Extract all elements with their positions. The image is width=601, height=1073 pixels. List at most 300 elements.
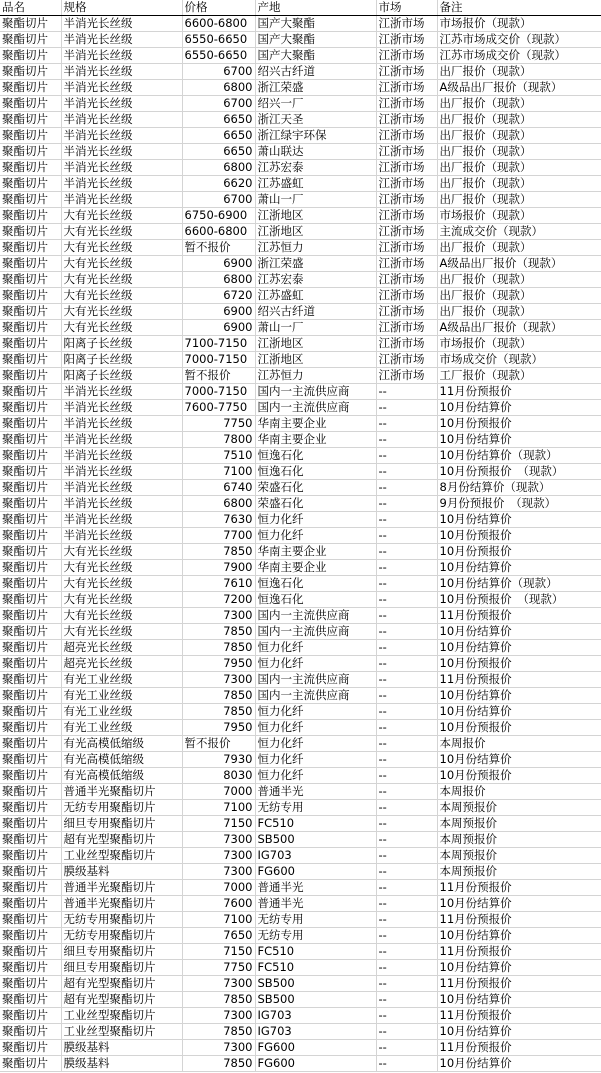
remark-cell: 本周预报价 [437, 832, 601, 848]
market-cell: -- [376, 832, 437, 848]
origin-cell: 萧山联达 [255, 144, 376, 160]
price-cell: 6740 [182, 480, 255, 496]
price-cell: 7000-7150 [182, 384, 255, 400]
origin-cell: 江苏恒力 [255, 240, 376, 256]
table-row [0, 16, 601, 32]
remark-cell: 出厂报价（现款） [437, 160, 601, 176]
market-cell: -- [376, 624, 437, 640]
remark-cell: 11月份预报价 [437, 1040, 601, 1056]
price-cell: 7600 [182, 896, 255, 912]
market-cell: -- [376, 672, 437, 688]
remark-cell: 市场报价（现款） [437, 336, 601, 352]
price-cell: 6650 [182, 112, 255, 128]
price-cell: 7100 [182, 912, 255, 928]
market-cell: 江浙市场 [376, 272, 437, 288]
market-cell: -- [376, 528, 437, 544]
market-cell: -- [376, 544, 437, 560]
remark-cell: 10月份结算价 [437, 1056, 601, 1072]
price-cell: 7300 [182, 672, 255, 688]
market-cell: -- [376, 912, 437, 928]
origin-cell: 国产大聚酯 [255, 16, 376, 32]
price-cell: 7850 [182, 688, 255, 704]
price-cell: 7000-7150 [182, 352, 255, 368]
product-cell: 聚酯切片 [0, 480, 61, 496]
product-cell: 聚酯切片 [0, 208, 61, 224]
table-row [0, 400, 601, 416]
origin-cell: 浙江荣盛 [255, 256, 376, 272]
remark-cell: 10月份预报价 [437, 416, 601, 432]
table-row [0, 640, 601, 656]
remark-cell: 8月份结算价（现款） [437, 480, 601, 496]
table-row [0, 976, 601, 992]
origin-cell: IG703 [255, 1024, 376, 1040]
spec-cell: 有光工业丝级 [61, 672, 182, 688]
spec-cell: 阳离子长丝级 [61, 352, 182, 368]
product-cell: 聚酯切片 [0, 368, 61, 384]
market-cell: -- [376, 400, 437, 416]
price-cell: 7850 [182, 1024, 255, 1040]
price-cell: 7300 [182, 832, 255, 848]
table-row [0, 704, 601, 720]
market-cell: 江浙市场 [376, 144, 437, 160]
product-cell: 聚酯切片 [0, 944, 61, 960]
table-row [0, 272, 601, 288]
product-cell: 聚酯切片 [0, 80, 61, 96]
table-row [0, 48, 601, 64]
origin-cell: 恒逸石化 [255, 576, 376, 592]
table-row [0, 688, 601, 704]
price-cell: 6700 [182, 192, 255, 208]
market-cell: -- [376, 928, 437, 944]
price-cell: 7850 [182, 640, 255, 656]
price-cell: 7900 [182, 560, 255, 576]
product-cell: 聚酯切片 [0, 400, 61, 416]
product-cell: 聚酯切片 [0, 592, 61, 608]
table-row [0, 80, 601, 96]
product-cell: 聚酯切片 [0, 768, 61, 784]
origin-cell: 普通半光 [255, 880, 376, 896]
product-cell: 聚酯切片 [0, 240, 61, 256]
market-cell: -- [376, 576, 437, 592]
price-cell: 6550-6650 [182, 32, 255, 48]
spec-cell: 大有光长丝级 [61, 624, 182, 640]
market-cell: 江浙市场 [376, 352, 437, 368]
table-row [0, 64, 601, 80]
table-row [0, 768, 601, 784]
price-cell: 6750-6900 [182, 208, 255, 224]
column-header-origin: 产地 [255, 0, 376, 16]
product-cell: 聚酯切片 [0, 832, 61, 848]
spec-cell: 大有光长丝级 [61, 576, 182, 592]
spec-cell: 细旦专用聚酯切片 [61, 816, 182, 832]
product-cell: 聚酯切片 [0, 752, 61, 768]
market-cell: 江浙市场 [376, 64, 437, 80]
origin-cell: 国产大聚酯 [255, 48, 376, 64]
column-header-remark: 备注 [437, 0, 601, 16]
market-cell: -- [376, 1024, 437, 1040]
origin-cell: 普通半光 [255, 896, 376, 912]
spec-cell: 半消光长丝级 [61, 32, 182, 48]
spec-cell: 半消光长丝级 [61, 384, 182, 400]
price-cell: 7750 [182, 960, 255, 976]
origin-cell: 浙江荣盛 [255, 80, 376, 96]
table-row [0, 896, 601, 912]
remark-cell: 10月份预报价 [437, 768, 601, 784]
price-cell: 7300 [182, 1008, 255, 1024]
price-cell: 6700 [182, 96, 255, 112]
product-cell: 聚酯切片 [0, 96, 61, 112]
origin-cell: 绍兴古纤道 [255, 304, 376, 320]
remark-cell: 11月份预报价 [437, 944, 601, 960]
product-cell: 聚酯切片 [0, 528, 61, 544]
table-row [0, 752, 601, 768]
origin-cell: IG703 [255, 848, 376, 864]
spec-cell: 无纺专用聚酯切片 [61, 800, 182, 816]
spec-cell: 有光工业丝级 [61, 688, 182, 704]
origin-cell: 萧山一厂 [255, 192, 376, 208]
table-row [0, 160, 601, 176]
remark-cell: 10月份结算价 [437, 992, 601, 1008]
table-row [0, 192, 601, 208]
product-cell: 聚酯切片 [0, 672, 61, 688]
spec-cell: 大有光长丝级 [61, 272, 182, 288]
origin-cell: 无纺专用 [255, 928, 376, 944]
column-header-price: 价格 [182, 0, 255, 16]
remark-cell: 出厂报价（现款） [437, 272, 601, 288]
market-cell: -- [376, 448, 437, 464]
product-cell: 聚酯切片 [0, 912, 61, 928]
origin-cell: 国内一主流供应商 [255, 384, 376, 400]
market-cell: -- [376, 704, 437, 720]
market-cell: 江浙市场 [376, 368, 437, 384]
spec-cell: 半消光长丝级 [61, 416, 182, 432]
spec-cell: 半消光长丝级 [61, 64, 182, 80]
spec-cell: 膜级基料 [61, 1040, 182, 1056]
remark-cell: 出厂报价（现款） [437, 64, 601, 80]
product-cell: 聚酯切片 [0, 432, 61, 448]
market-cell: 江浙市场 [376, 192, 437, 208]
price-cell: 6620 [182, 176, 255, 192]
remark-cell: 10月份结算价 [437, 512, 601, 528]
product-cell: 聚酯切片 [0, 720, 61, 736]
spec-cell: 细旦专用聚酯切片 [61, 944, 182, 960]
market-cell: -- [376, 608, 437, 624]
remark-cell: 主流成交价（现款） [437, 224, 601, 240]
origin-cell: 浙江绿宇环保 [255, 128, 376, 144]
market-cell: -- [376, 1008, 437, 1024]
price-cell: 7800 [182, 432, 255, 448]
market-cell: -- [376, 416, 437, 432]
market-cell: -- [376, 944, 437, 960]
table-row [0, 368, 601, 384]
remark-cell: 10月份结算价（现款） [437, 448, 601, 464]
remark-cell: 本周报价 [437, 736, 601, 752]
product-cell: 聚酯切片 [0, 624, 61, 640]
product-cell: 聚酯切片 [0, 320, 61, 336]
table-row [0, 608, 601, 624]
table-row [0, 448, 601, 464]
remark-cell: 11月份预报价 [437, 1008, 601, 1024]
price-cell: 7850 [182, 1056, 255, 1072]
table-row [0, 800, 601, 816]
market-cell: -- [376, 496, 437, 512]
product-cell: 聚酯切片 [0, 416, 61, 432]
market-cell: -- [376, 736, 437, 752]
product-cell: 聚酯切片 [0, 48, 61, 64]
market-cell: -- [376, 800, 437, 816]
product-cell: 聚酯切片 [0, 1008, 61, 1024]
table-row [0, 832, 601, 848]
remark-cell: 10月份结算价 [437, 400, 601, 416]
remark-cell: 出厂报价（现款） [437, 240, 601, 256]
table-row [0, 912, 601, 928]
origin-cell: 国内一主流供应商 [255, 672, 376, 688]
table-body [0, 16, 601, 1072]
origin-cell: 浙江天圣 [255, 112, 376, 128]
remark-cell: 10月份预报价 （现款） [437, 464, 601, 480]
spec-cell: 有光高模低缩级 [61, 768, 182, 784]
origin-cell: 荣盛石化 [255, 480, 376, 496]
origin-cell: FG600 [255, 864, 376, 880]
origin-cell: 江苏盛虹 [255, 176, 376, 192]
product-cell: 聚酯切片 [0, 800, 61, 816]
price-cell: 7700 [182, 528, 255, 544]
remark-cell: 10月份结算价 [437, 432, 601, 448]
spec-cell: 半消光长丝级 [61, 448, 182, 464]
table-row [0, 464, 601, 480]
product-cell: 聚酯切片 [0, 64, 61, 80]
origin-cell: FC510 [255, 944, 376, 960]
product-cell: 聚酯切片 [0, 960, 61, 976]
table-row [0, 416, 601, 432]
table-row [0, 352, 601, 368]
product-cell: 聚酯切片 [0, 192, 61, 208]
origin-cell: 绍兴古纤道 [255, 64, 376, 80]
spec-cell: 阳离子长丝级 [61, 336, 182, 352]
table-row [0, 288, 601, 304]
table-row [0, 176, 601, 192]
remark-cell: 10月份结算价 [437, 640, 601, 656]
spec-cell: 半消光长丝级 [61, 80, 182, 96]
price-cell: 7930 [182, 752, 255, 768]
product-cell: 聚酯切片 [0, 256, 61, 272]
market-cell: 江浙市场 [376, 336, 437, 352]
price-cell: 7750 [182, 416, 255, 432]
price-cell: 6650 [182, 128, 255, 144]
spec-cell: 大有光长丝级 [61, 544, 182, 560]
product-cell: 聚酯切片 [0, 928, 61, 944]
spec-cell: 超亮光长丝级 [61, 640, 182, 656]
table-row [0, 1024, 601, 1040]
table-row [0, 736, 601, 752]
origin-cell: 恒力化纤 [255, 640, 376, 656]
price-cell: 7300 [182, 608, 255, 624]
table-row [0, 336, 601, 352]
table-row [0, 1056, 601, 1072]
price-cell: 7100 [182, 800, 255, 816]
product-cell: 聚酯切片 [0, 992, 61, 1008]
spec-cell: 超有光型聚酯切片 [61, 832, 182, 848]
product-cell: 聚酯切片 [0, 16, 61, 32]
market-cell: -- [376, 816, 437, 832]
origin-cell: 国内一主流供应商 [255, 400, 376, 416]
origin-cell: FG600 [255, 1056, 376, 1072]
origin-cell: 华南主要企业 [255, 560, 376, 576]
price-cell: 6900 [182, 320, 255, 336]
product-cell: 聚酯切片 [0, 656, 61, 672]
price-cell: 7100-7150 [182, 336, 255, 352]
product-cell: 聚酯切片 [0, 384, 61, 400]
origin-cell: FC510 [255, 960, 376, 976]
price-cell: 6800 [182, 160, 255, 176]
price-cell: 7300 [182, 864, 255, 880]
origin-cell: 荣盛石化 [255, 496, 376, 512]
market-cell: -- [376, 896, 437, 912]
market-cell: -- [376, 560, 437, 576]
origin-cell: 普通半光 [255, 784, 376, 800]
spec-cell: 大有光长丝级 [61, 608, 182, 624]
table-row [0, 144, 601, 160]
market-cell: -- [376, 720, 437, 736]
spec-cell: 超有光型聚酯切片 [61, 992, 182, 1008]
remark-cell: 11月份预报价 [437, 880, 601, 896]
remark-cell: 10月份结算价 [437, 752, 601, 768]
table-row [0, 496, 601, 512]
origin-cell: SB500 [255, 976, 376, 992]
table-row [0, 1040, 601, 1056]
table-row [0, 992, 601, 1008]
remark-cell: 本周预报价 [437, 816, 601, 832]
remark-cell: 出厂报价（现款） [437, 176, 601, 192]
price-cell: 7000 [182, 784, 255, 800]
market-cell: -- [376, 640, 437, 656]
spec-cell: 有光工业丝级 [61, 720, 182, 736]
remark-cell: 10月份结算价 [437, 960, 601, 976]
product-cell: 聚酯切片 [0, 880, 61, 896]
market-cell: 江浙市场 [376, 112, 437, 128]
spec-cell: 有光工业丝级 [61, 704, 182, 720]
spec-cell: 大有光长丝级 [61, 304, 182, 320]
spec-cell: 普通半光聚酯切片 [61, 784, 182, 800]
remark-cell: 10月份结算价 [437, 560, 601, 576]
table-row [0, 544, 601, 560]
product-cell: 聚酯切片 [0, 288, 61, 304]
price-cell: 6720 [182, 288, 255, 304]
product-cell: 聚酯切片 [0, 976, 61, 992]
spec-cell: 大有光长丝级 [61, 592, 182, 608]
market-cell: 江浙市场 [376, 160, 437, 176]
remark-cell: 11月份预报价 [437, 912, 601, 928]
origin-cell: 华南主要企业 [255, 432, 376, 448]
spec-cell: 半消光长丝级 [61, 48, 182, 64]
remark-cell: 出厂报价（现款） [437, 128, 601, 144]
remark-cell: 10月份结算价 [437, 1024, 601, 1040]
market-cell: 江浙市场 [376, 96, 437, 112]
table-row [0, 624, 601, 640]
product-cell: 聚酯切片 [0, 160, 61, 176]
market-cell: -- [376, 768, 437, 784]
market-cell: -- [376, 512, 437, 528]
product-cell: 聚酯切片 [0, 496, 61, 512]
table-row [0, 208, 601, 224]
spec-cell: 半消光长丝级 [61, 96, 182, 112]
product-cell: 聚酯切片 [0, 464, 61, 480]
market-cell: -- [376, 688, 437, 704]
market-cell: -- [376, 880, 437, 896]
spec-cell: 普通半光聚酯切片 [61, 880, 182, 896]
price-cell: 7300 [182, 1040, 255, 1056]
remark-cell: 10月份结算价 [437, 928, 601, 944]
market-cell: -- [376, 432, 437, 448]
spec-cell: 大有光长丝级 [61, 240, 182, 256]
spec-cell: 有光高模低缩级 [61, 752, 182, 768]
price-cell: 7630 [182, 512, 255, 528]
product-cell: 聚酯切片 [0, 640, 61, 656]
price-cell: 7100 [182, 464, 255, 480]
spec-cell: 大有光长丝级 [61, 208, 182, 224]
spec-cell: 半消光长丝级 [61, 480, 182, 496]
price-cell: 暂不报价 [182, 368, 255, 384]
remark-cell: 市场报价（现款） [437, 16, 601, 32]
price-cell: 7850 [182, 704, 255, 720]
origin-cell: 江苏盛虹 [255, 288, 376, 304]
origin-cell: 恒力化纤 [255, 528, 376, 544]
origin-cell: 江浙地区 [255, 208, 376, 224]
remark-cell: 10月份预报价 [437, 720, 601, 736]
price-cell: 6800 [182, 272, 255, 288]
table-row [0, 128, 601, 144]
product-cell: 聚酯切片 [0, 1056, 61, 1072]
spec-cell: 普通半光聚酯切片 [61, 896, 182, 912]
spec-cell: 大有光长丝级 [61, 256, 182, 272]
remark-cell: 市场报价（现款） [437, 208, 601, 224]
market-cell: -- [376, 976, 437, 992]
product-cell: 聚酯切片 [0, 448, 61, 464]
remark-cell: 出厂报价（现款） [437, 112, 601, 128]
table-header-row [0, 0, 601, 16]
market-cell: -- [376, 1040, 437, 1056]
price-cell: 7300 [182, 976, 255, 992]
table-row [0, 432, 601, 448]
table-row [0, 96, 601, 112]
remark-cell: 10月份结算价 [437, 688, 601, 704]
price-cell: 7600-7750 [182, 400, 255, 416]
product-cell: 聚酯切片 [0, 544, 61, 560]
product-cell: 聚酯切片 [0, 512, 61, 528]
table-row [0, 112, 601, 128]
table-row [0, 1008, 601, 1024]
spec-cell: 半消光长丝级 [61, 432, 182, 448]
origin-cell: 江苏宏泰 [255, 272, 376, 288]
spec-cell: 工业丝型聚酯切片 [61, 1024, 182, 1040]
spec-cell: 有光高模低缩级 [61, 736, 182, 752]
product-cell: 聚酯切片 [0, 608, 61, 624]
spec-cell: 无纺专用聚酯切片 [61, 928, 182, 944]
origin-cell: 无纺专用 [255, 912, 376, 928]
price-cell: 6900 [182, 304, 255, 320]
remark-cell: 11月份预报价 [437, 608, 601, 624]
market-cell: 江浙市场 [376, 240, 437, 256]
spec-cell: 大有光长丝级 [61, 224, 182, 240]
remark-cell: 10月份预报价 [437, 528, 601, 544]
price-cell: 暂不报价 [182, 736, 255, 752]
remark-cell: 10月份预报价 [437, 656, 601, 672]
origin-cell: 恒力化纤 [255, 656, 376, 672]
market-cell: -- [376, 992, 437, 1008]
origin-cell: FC510 [255, 816, 376, 832]
market-cell: 江浙市场 [376, 32, 437, 48]
market-cell: 江浙市场 [376, 16, 437, 32]
